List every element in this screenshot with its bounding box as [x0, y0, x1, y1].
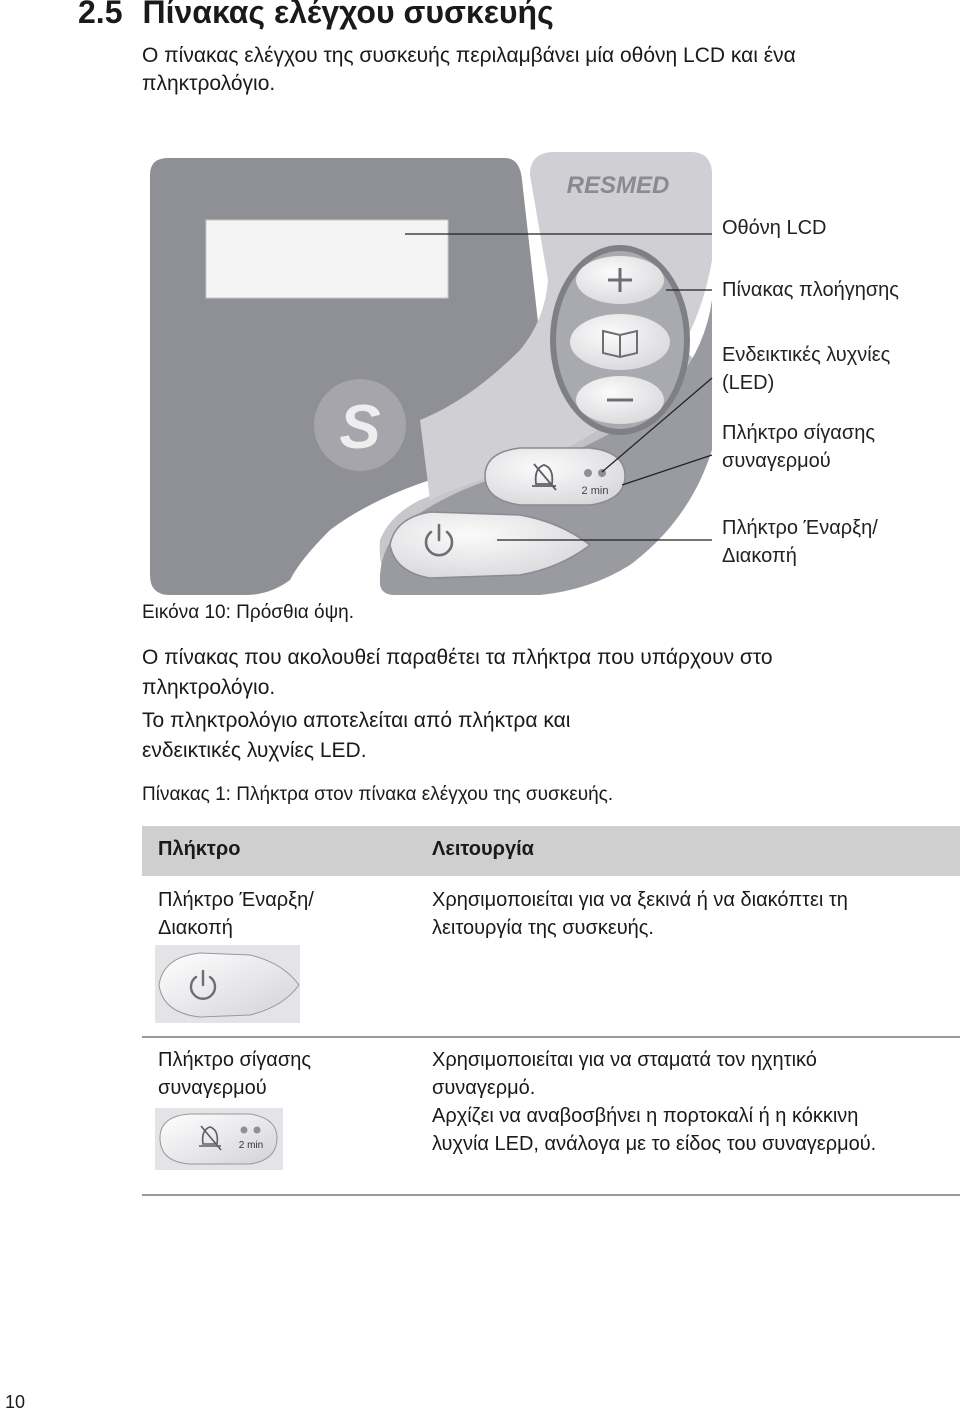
callout-alarm-mute — [722, 419, 875, 475]
table-cell-description — [432, 1046, 876, 1158]
table-cell-description — [432, 886, 848, 942]
page-number: 10 — [5, 1392, 26, 1412]
svg-text:2 min: 2 min — [581, 485, 609, 497]
cell-line: Πλήκτρο σίγασης — [158, 1049, 311, 1071]
callout-line: συναγερμού — [722, 450, 831, 472]
callout-leds — [722, 341, 890, 397]
figure-caption: Εικόνα 10: Πρόσθια όψη. — [142, 602, 355, 623]
callout-navigation: Πίνακας πλοήγησης — [722, 279, 899, 301]
cell-line: λυχνία LED, ανάλογα με το είδος του συναγερμού. — [432, 1133, 877, 1155]
body-line: Ο πίνακας που ακολουθεί παραθέτει τα πλήκτρα που υπάρχουν στο — [142, 646, 773, 669]
led-indicator — [254, 1127, 261, 1134]
callout-power — [722, 514, 878, 570]
callout-line: Ενδεικτικές λυχνίες — [722, 344, 891, 366]
led-indicator — [584, 469, 592, 477]
callout-line: (LED) — [722, 372, 775, 394]
body-line: Το πληκτρολόγιο αποτελείται από πλήκτρα και — [142, 709, 571, 732]
callout-line: Πλήκτρο σίγασης — [722, 422, 875, 444]
column-header: Λειτουργία — [432, 838, 534, 860]
table-divider — [142, 1036, 960, 1038]
svg-text:S: S — [339, 393, 381, 462]
cell-line: Πλήκτρο Έναρξη/ — [158, 889, 314, 911]
power-button-thumbnail — [155, 945, 305, 1025]
cell-line: Χρησιμοποιείται για να ξεκινά ή να διακόπτει τη — [432, 889, 848, 911]
table-caption: Πίνακας 1: Πλήκτρα στον πίνακα ελέγχου της συσκευής. — [142, 784, 614, 805]
body-paragraph — [142, 643, 942, 703]
led-indicator — [241, 1127, 248, 1134]
intro-line: πληκτρολόγιο. — [142, 72, 276, 95]
cell-line: συναγερμό. — [432, 1077, 536, 1099]
table-cell-key — [158, 886, 314, 942]
intro-paragraph — [142, 42, 942, 98]
section-heading — [78, 0, 554, 31]
column-header: Πλήκτρο — [158, 838, 241, 860]
intro-line: Ο πίνακας ελέγχου της συσκευής περιλαμβάνει μία οθόνη LCD και ένα — [142, 44, 796, 67]
section-number: 2.5 — [78, 0, 123, 30]
body-line: πληκτρολόγιο. — [142, 676, 276, 699]
cell-line: Χρησιμοποιείται για να σταματά τον ηχητικό — [432, 1049, 817, 1071]
body-line: ενδεικτικές λυχνίες LED. — [142, 739, 367, 762]
cell-line: Διακοπή — [158, 917, 233, 939]
svg-text:2 min: 2 min — [238, 1140, 264, 1151]
table-header — [142, 826, 960, 876]
lcd-screen — [206, 220, 448, 298]
alarm-mute-thumbnail — [155, 1108, 285, 1172]
table-divider — [142, 1194, 960, 1196]
callout-line: Διακοπή — [722, 545, 797, 567]
callout-lcd: Οθόνη LCD — [722, 217, 827, 239]
body-paragraph — [142, 706, 942, 766]
cell-line: συναγερμού — [158, 1077, 267, 1099]
cell-line: λειτουργία της συσκευής. — [432, 917, 654, 939]
cell-line: Αρχίζει να αναβοσβήνει η πορτοκαλί ή η κόκκινη — [432, 1105, 859, 1127]
brand-wordmark: RESMED — [566, 172, 670, 199]
device-logo — [314, 379, 406, 471]
table-cell-key — [158, 1046, 311, 1102]
section-title: Πίνακας ελέγχου συσκευής — [142, 0, 554, 30]
callout-line: Πλήκτρο Έναρξη/ — [722, 517, 878, 539]
